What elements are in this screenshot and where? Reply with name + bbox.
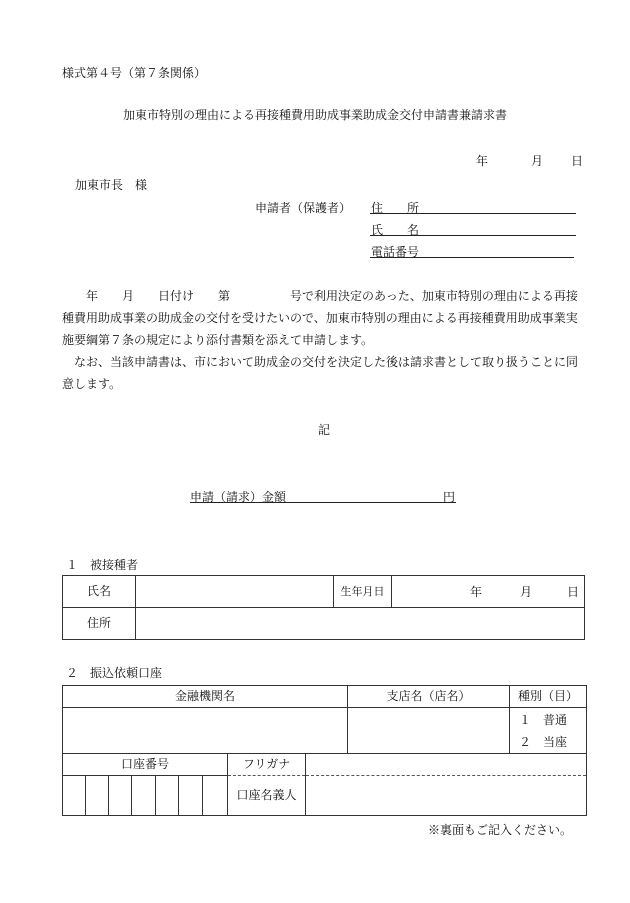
account-table xyxy=(62,753,587,816)
account-digit[interactable] xyxy=(179,776,203,816)
recipient-table xyxy=(62,575,585,640)
date-day: 日 xyxy=(571,154,584,168)
furigana-field[interactable] xyxy=(306,754,587,776)
date-year: 年 xyxy=(476,154,489,168)
account-digit[interactable] xyxy=(86,776,109,816)
section1-heading: １ 被接種者 xyxy=(66,558,139,572)
dob-label: 生年月日 xyxy=(334,576,392,608)
section2-heading: ２ 振込依頼口座 xyxy=(66,666,163,680)
account-type-label: 種別（目） xyxy=(510,686,587,708)
bank-name-label: 金融機関名 xyxy=(63,686,348,708)
branch-label: 支店名（店名） xyxy=(348,686,510,708)
branch-field[interactable] xyxy=(348,708,510,754)
addressee: 加東市長 様 xyxy=(75,178,148,192)
amount-unit: 円 xyxy=(443,490,456,504)
account-digit[interactable] xyxy=(132,776,156,816)
amount-label: 申請（請求）金額 xyxy=(190,490,287,504)
dob-month: 月 xyxy=(520,585,533,599)
recipient-address-label: 住所 xyxy=(63,608,136,640)
furigana-label: フリガナ xyxy=(228,754,306,776)
bank-name-field[interactable] xyxy=(63,708,348,754)
applicant-name-field[interactable] xyxy=(370,235,576,236)
account-holder-label: 口座名義人 xyxy=(228,776,306,816)
account-type-option-ordinary[interactable]: １ 普通 xyxy=(519,712,568,727)
applicant-address-field[interactable] xyxy=(370,213,576,214)
amount-field[interactable] xyxy=(190,502,456,503)
account-digit[interactable] xyxy=(156,776,179,816)
applicant-label: 申請者（保護者） xyxy=(255,201,352,215)
account-digit[interactable] xyxy=(109,776,132,816)
applicant-address-label: 住 所 xyxy=(371,201,420,215)
applicant-name-label: 氏 名 xyxy=(371,223,420,237)
account-type-options xyxy=(510,708,587,754)
applicant-phone-field[interactable] xyxy=(370,257,574,258)
account-number-label: 口座番号 xyxy=(63,754,228,776)
dob-field[interactable] xyxy=(392,576,585,608)
recipient-name-field[interactable] xyxy=(136,576,334,608)
recipient-address-field[interactable] xyxy=(136,608,585,640)
footer-note: ※裏面もご記入ください。 xyxy=(428,823,573,837)
form-number: 様式第４号（第７条関係） xyxy=(62,66,207,80)
date-month: 月 xyxy=(531,154,544,168)
document-title: 加東市特別の理由による再接種費用助成事業助成金交付申請書兼請求書 xyxy=(122,108,507,122)
body-paragraph-2: なお、当該申請書は、市において助成金の交付を決定した後は請求書として取り扱うことに同意します。 xyxy=(62,355,579,391)
dob-year: 年 xyxy=(470,585,483,599)
bank-table xyxy=(62,685,587,754)
ki-heading: 記 xyxy=(317,423,330,437)
recipient-name-label: 氏名 xyxy=(63,576,136,608)
date-line xyxy=(476,154,584,168)
account-digit[interactable] xyxy=(203,776,228,816)
dob-day: 日 xyxy=(567,585,580,599)
account-holder-field[interactable] xyxy=(306,776,587,816)
account-digit[interactable] xyxy=(63,776,86,816)
body-paragraph-1: 年 月 日付け 第 号で利用決定のあった、加東市特別の理由による再接種費用助成事業の助成金の交付を受けたいので、加東市特別の理由による再接種費用助成事業実施要綱第７条の規定により添付書類を添えて申請します。 xyxy=(62,289,578,347)
account-type-option-current[interactable]: ２ 当座 xyxy=(519,734,568,749)
applicant-phone-label: 電話番号 xyxy=(371,245,420,259)
